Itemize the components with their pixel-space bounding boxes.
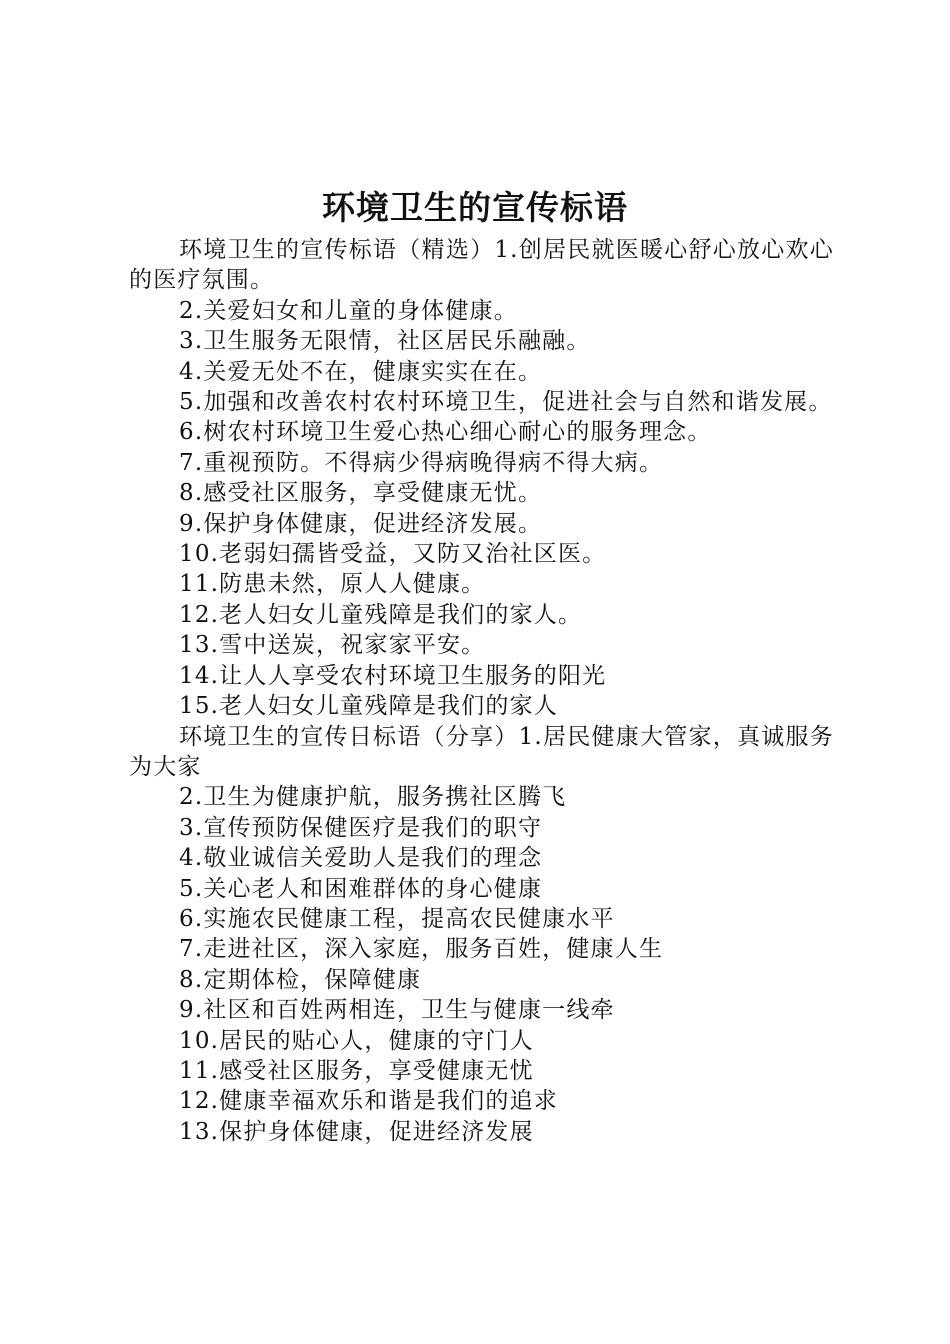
- slogan-item: 12.老人妇女儿童残障是我们的家人。: [179, 601, 583, 628]
- slogan-item: 8.定期体检，保障健康: [179, 966, 422, 993]
- slogan-item: 11.防患未然，原人人健康。: [179, 571, 486, 598]
- slogan-item: 10.居民的贴心人，健康的守门人: [179, 1027, 534, 1054]
- slogan-item: 9.社区和百姓两相连，卫生与健康一线牵: [179, 997, 615, 1024]
- slogan-item: 12.健康幸福欢乐和谐是我们的追求: [179, 1088, 558, 1115]
- slogan-item: 4.敬业诚信关爱助人是我们的理念: [179, 845, 543, 872]
- slogan-item: 3.卫生服务无限情，社区居民乐融融。: [179, 328, 591, 355]
- slogan-item: 5.加强和改善农村农村环境卫生，促进社会与自然和谐发展。: [179, 389, 833, 416]
- page-title: 环境卫生的宣传标语: [322, 188, 628, 227]
- slogan-item: 14.让人人享受农村环境卫生服务的阳光: [179, 662, 607, 689]
- slogan-item: 2.卫生为健康护航，服务携社区腾飞: [179, 784, 567, 811]
- document-body: [129, 235, 834, 1147]
- slogan-item: 13.保护身体健康，促进经济发展: [179, 1118, 534, 1145]
- section2-intro: 环境卫生的宣传日标语（分享）1.居民健康大管家，真诚服务为大家: [129, 723, 834, 780]
- slogan-item: 7.重视预防。不得病少得病晚得病不得大病。: [179, 449, 664, 476]
- slogan-item: 6.树农村环境卫生爱心热心细心耐心的服务理念。: [179, 419, 712, 446]
- slogan-item: 9.保护身体健康，促进经济发展。: [179, 510, 543, 537]
- slogan-item: 11.感受社区服务，享受健康无忧: [179, 1057, 534, 1084]
- slogan-item: 3.宣传预防保健医疗是我们的职守: [179, 814, 543, 841]
- slogan-item: 5.关心老人和困难群体的身心健康: [179, 875, 543, 902]
- slogan-item: 4.关爱无处不在，健康实实在在。: [179, 358, 543, 385]
- slogan-item: 8.感受社区服务，享受健康无忧。: [179, 480, 543, 507]
- slogan-item: 10.老弱妇孺皆受益，又防又治社区医。: [179, 541, 607, 568]
- slogan-item: 2.关爱妇女和儿童的身体健康。: [179, 297, 518, 324]
- slogan-item: 7.走进社区，深入家庭，服务百姓，健康人生: [179, 936, 664, 963]
- slogan-item: 13.雪中送炭，祝家家平安。: [179, 632, 486, 659]
- section1-intro: 环境卫生的宣传标语（精选）1.创居民就医暖心舒心放心欢心的医疗氛围。: [129, 237, 834, 294]
- slogan-item: 6.实施农民健康工程，提高农民健康水平: [179, 905, 615, 932]
- slogan-item: 15.老人妇女儿童残障是我们的家人: [179, 693, 558, 720]
